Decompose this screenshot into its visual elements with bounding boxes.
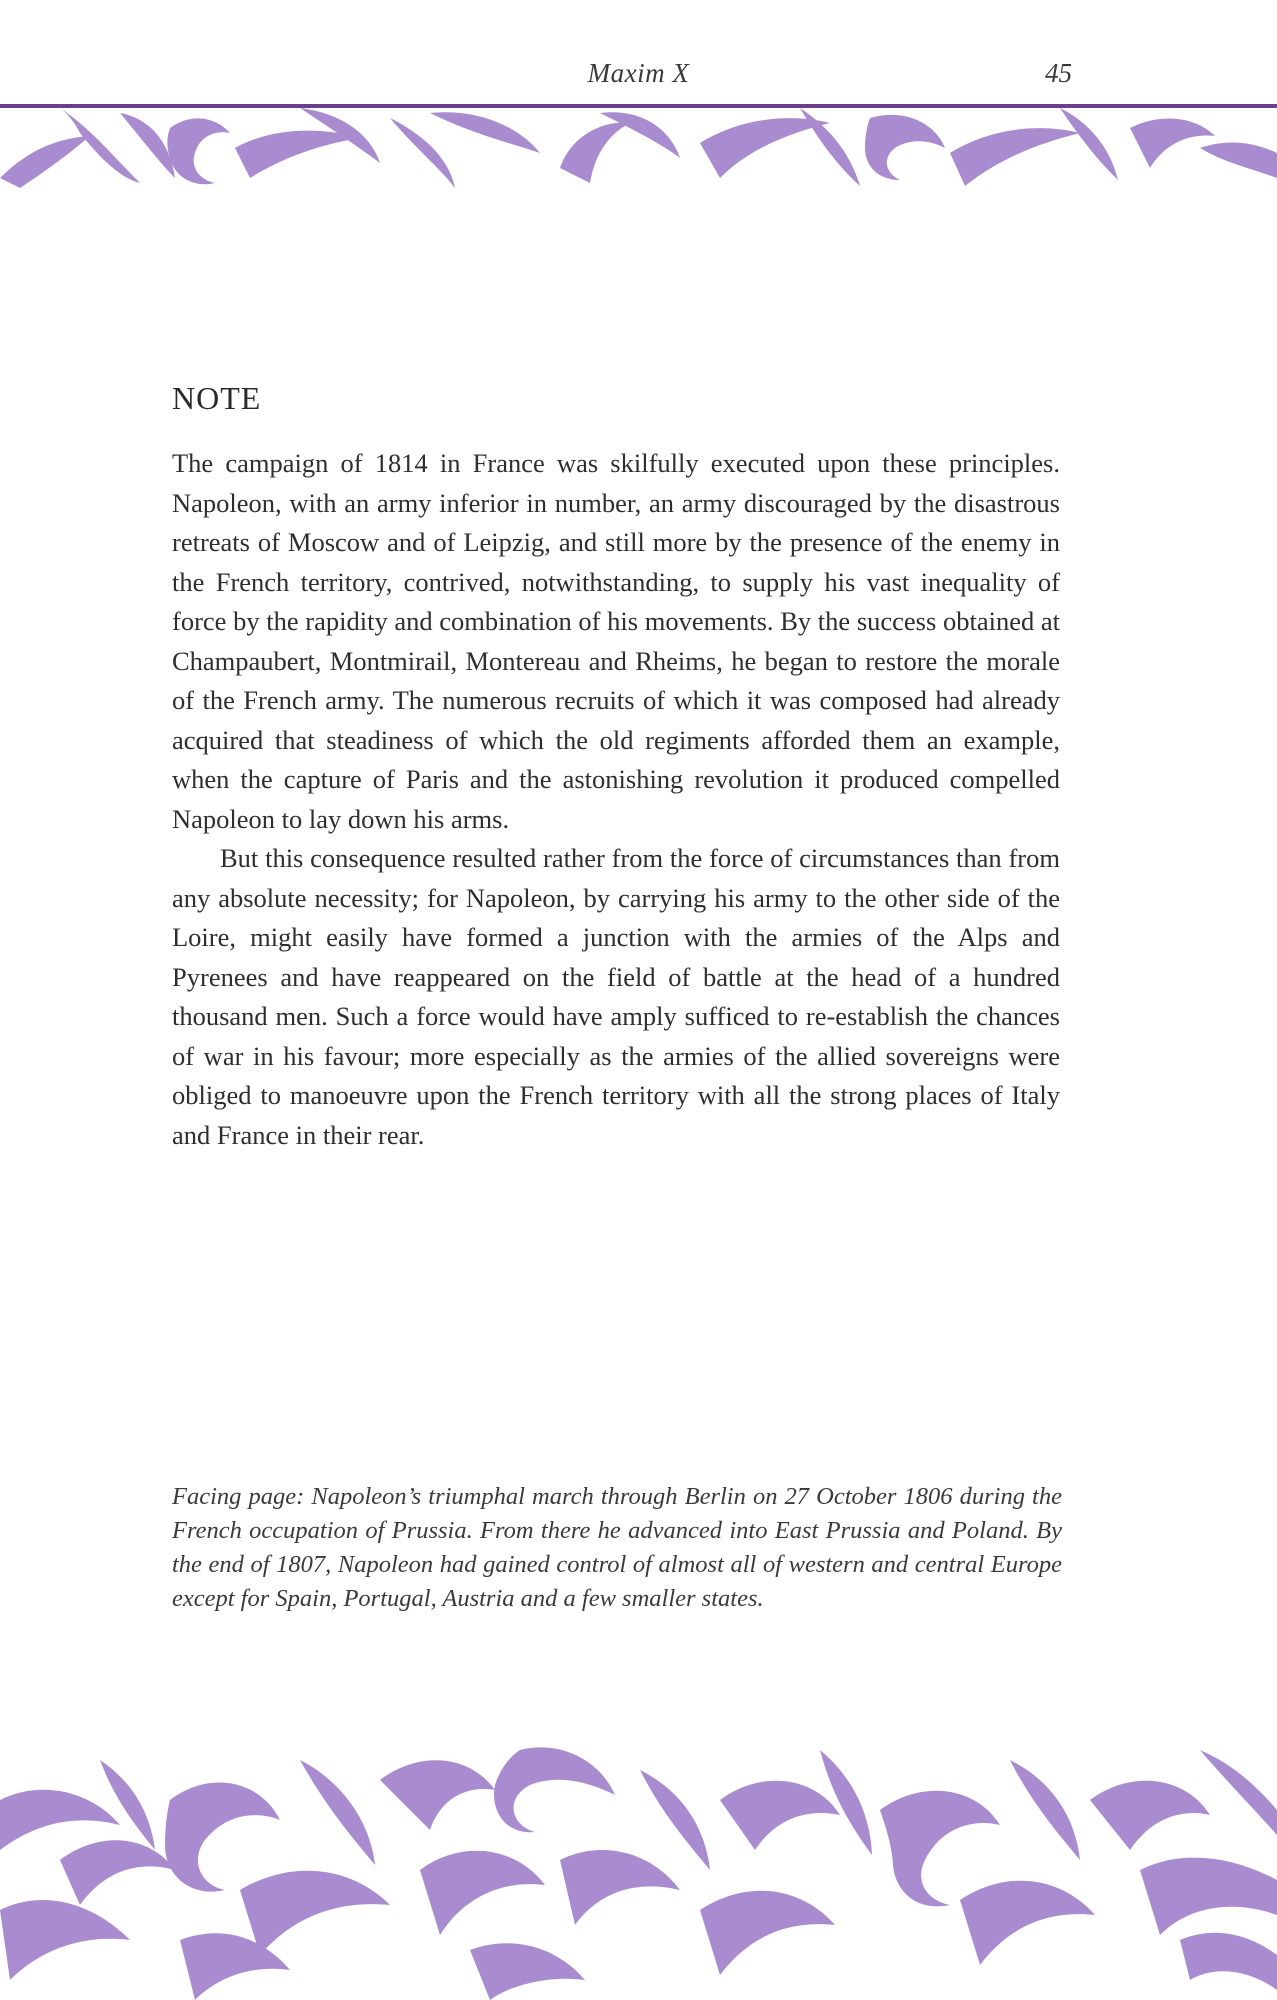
flourish-shape [420, 1851, 545, 1935]
flourish-shape [0, 1790, 120, 1850]
flourish-shape [100, 1760, 155, 1850]
top-ornament-band [0, 108, 1277, 188]
page-number: 45 [1045, 58, 1072, 88]
flourish-shape [300, 1760, 375, 1865]
flourish-shape [380, 1760, 495, 1830]
note-body [172, 444, 1060, 1155]
flourish-shape [1010, 1760, 1080, 1860]
note-heading: NOTE [172, 380, 262, 416]
flourish-shape [1130, 119, 1215, 168]
flourish-shape [120, 113, 175, 178]
flourish-shape [1140, 1858, 1277, 1935]
running-title: Maxim X [587, 58, 690, 88]
flourish-shape [1060, 108, 1118, 180]
flourish-shape [950, 128, 1080, 186]
flourish-shape [1180, 1933, 1277, 1990]
note-paragraph-2: But this consequence resulted rather from the force of circumstances than from any absolute necessity; for Napoleon, by carrying his army to the other side of the Loire, might easily have formed a junction with the armies of the Alps and Pyrenees and have reappeared on the field of battle at the head of a hundred thousand men. Such a force would have amply sufficed to re-establish the chances of war in his favour; more especially as the armies of the allied sovereigns were obliged to manoeuvre upon the French territory with all the strong places of Italy and France in their rear. [172, 843, 1060, 1150]
flourish-shape [560, 1850, 680, 1925]
flourish-shape [865, 115, 945, 180]
flourish-shape [430, 112, 540, 153]
flourish-shape [1200, 143, 1277, 178]
flourish-shape [700, 118, 830, 178]
note-paragraph-1: The campaign of 1814 in France was skilfully executed upon these principles. Napoleon, with an army inferior in number, an army discouraged by the disastrous retreats of Moscow and of Leipzig, and still more by the presence of the enemy in the French territory, contrived, notwithstanding, to supply his vast inequality of force by the rapidity and combination of his movements. By the success obtained at Champaubert, Montmirail, Montereau and Rheims, he began to restore the morale of the French army. The numerous recruits of which it was composed had already acquired that steadiness of which the old regiments afforded them an example, when the capture of Paris and the astonishing revolution it produced compelled Napoleon to lay down his arms. [172, 448, 1060, 834]
flourish-shape [700, 1891, 835, 1975]
flourish-shape [180, 1933, 290, 2000]
image-caption: Facing page: Napoleon’s triumphal march through Berlin on 27 October 1806 during the French occupation of Prussia. From there he advanced into East Prussia and Poland. By the end of 1807, Napoleon had gained control of almost all of western and central Europe except for Spain, Portugal, Austria and a few smaller states. [172, 1483, 1062, 1612]
flourish-shape [720, 1781, 840, 1850]
flourish-shape [560, 123, 630, 183]
flourish-shape [494, 1747, 615, 1832]
flourish-shape [60, 1840, 175, 1905]
flourish-shape [235, 131, 360, 178]
flourish-shape [165, 1783, 280, 1892]
top-flourish-group [0, 108, 1277, 188]
flourish-shape [0, 1900, 130, 1980]
flourish-shape [0, 136, 90, 188]
bottom-flourish-group [0, 1747, 1277, 2000]
running-header [0, 58, 1277, 98]
flourish-shape [960, 1881, 1095, 1965]
flourish-shape [470, 1943, 585, 2000]
flourish-shape [240, 1871, 390, 1955]
flourish-shape [800, 108, 860, 186]
flourish-shape [167, 118, 230, 184]
flourish-shape [640, 1770, 710, 1870]
flourish-shape [1200, 1750, 1277, 1835]
flourish-shape [390, 118, 455, 188]
flourish-shape [1090, 1781, 1210, 1850]
bottom-ornament-band [0, 1740, 1277, 2000]
